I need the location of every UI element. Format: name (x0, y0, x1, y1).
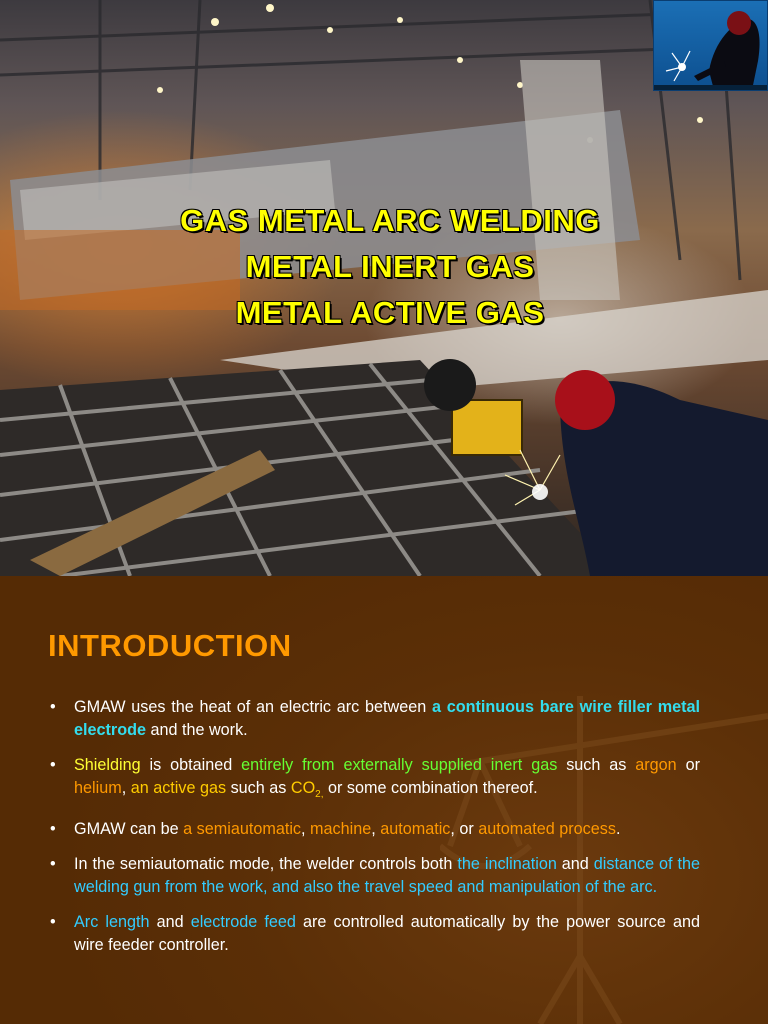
bullet-text-run: argon (635, 756, 677, 774)
bullet-text-run: automated process (478, 820, 616, 839)
bullet-text-run: or some combination thereof. (323, 779, 538, 797)
bullet-item (48, 754, 700, 806)
bullet-text-run: an active gas (130, 779, 227, 797)
bullet-dot-icon: • (50, 855, 56, 874)
bullet-item (48, 853, 700, 899)
bullet-text-run: In the semiautomatic mode, the welder controls both (74, 855, 458, 874)
bullet-text-run: , (121, 779, 131, 797)
bullet-text-run: machine (310, 820, 372, 839)
bullet-text-run: is obtained (140, 756, 242, 774)
bullet-text-run: , (301, 820, 311, 839)
bullet-text-run: are controlled automatically by the power source and wire feeder controller. (74, 913, 700, 955)
title-block (0, 198, 768, 336)
bullet-text-run: entirely from externally supplied inert gas (241, 756, 558, 774)
bullet-item (48, 696, 700, 742)
bullet-text-run: electrode feed (190, 913, 296, 932)
bullet-text-run: or (676, 756, 700, 774)
title-line-3: METAL ACTIVE GAS (235, 295, 545, 330)
bullet-item (48, 911, 700, 957)
bullet-text-run: such as (226, 779, 291, 797)
bullet-dot-icon: • (50, 698, 56, 716)
bullet-dot-icon: • (50, 913, 56, 932)
welder-logo-icon (653, 0, 768, 91)
bullet-text-run: the inclination (457, 855, 557, 874)
bullet-text-run: CO (290, 779, 316, 797)
introduction-slide (0, 576, 768, 1024)
bullet-text-run: Shielding (74, 756, 141, 774)
bullet-text-run: Arc length (74, 913, 150, 932)
bullet-text-run: 2, (315, 789, 324, 801)
bullet-text-run: and (556, 855, 594, 874)
bullet-text-run: helium (74, 779, 122, 797)
bullet-item (48, 818, 700, 841)
bullet-text-run: a semiautomatic (183, 820, 302, 839)
bullet-text-run: and the work. (145, 721, 248, 739)
bullet-text-run: and (149, 913, 191, 932)
bullet-text-run: GMAW can be (74, 820, 184, 839)
introduction-heading: INTRODUCTION (48, 628, 292, 663)
bullet-text-run: , (371, 820, 381, 839)
bullet-list (48, 696, 700, 969)
bullet-text-run: automatic (380, 820, 451, 839)
bullet-text-run: distance of the welding gun from the work, and also the travel speed and manipulation of the arc. (74, 855, 700, 897)
bullet-dot-icon: • (50, 756, 56, 774)
bullet-dot-icon: • (50, 820, 56, 839)
title-line-1: GAS METAL ARC WELDING (180, 203, 600, 238)
bullet-text-run: a continuous bare wire filler metal electrode (74, 698, 700, 739)
bullet-text-run: , or (450, 820, 479, 839)
bullet-text-run: such as (557, 756, 636, 774)
bullet-text-run: GMAW uses the heat of an electric arc between (74, 698, 432, 716)
bullet-text-run: . (615, 820, 621, 839)
title-line-2: METAL INERT GAS (245, 249, 535, 284)
